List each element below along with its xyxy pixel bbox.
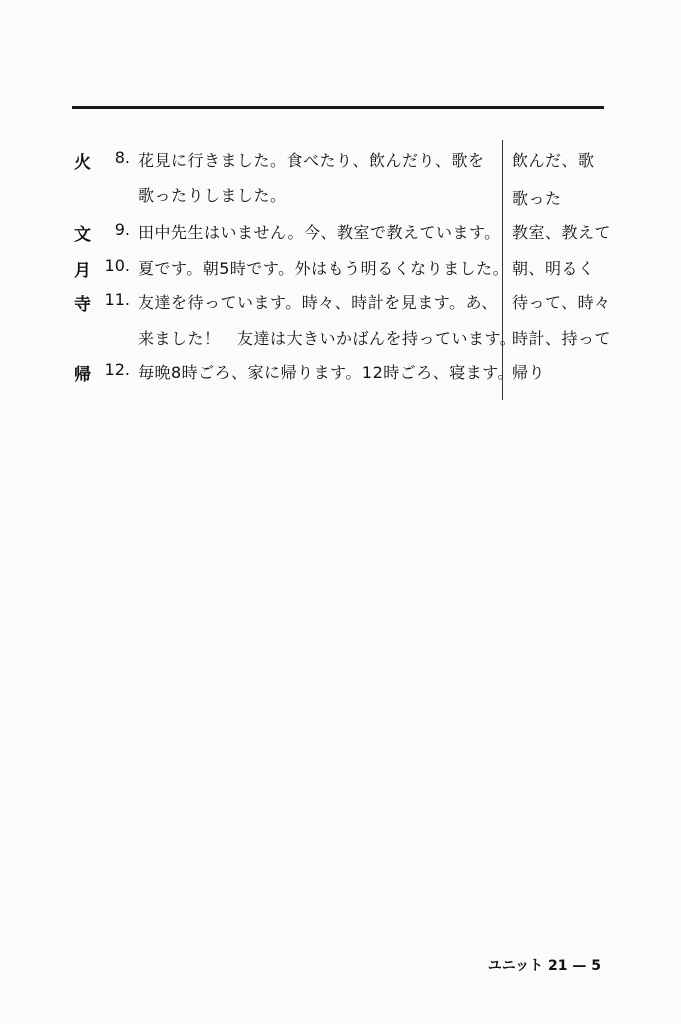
margin-kanji: 火	[74, 153, 91, 173]
sentence: 来ました！ 友達は大きいかばんを持っています。	[138, 329, 517, 348]
sentence: 夏です。朝5時です。外はもう明るくなりました。	[138, 259, 510, 278]
item-number: 8.	[114, 148, 130, 167]
sentence: 毎晩8時ごろ、家に帰ります。12時ごろ、寝ます。	[138, 363, 514, 382]
vocab-word: 朝、明るく	[512, 259, 595, 278]
item-number: 11.	[104, 290, 130, 309]
vocab-word: 待って、時々	[512, 293, 611, 312]
sentence: 田中先生はいません。今、教室で教えています。	[138, 223, 501, 242]
vocab-word: 時計、持って	[512, 329, 612, 348]
sentence: 花見に行きました。食べたり、飲んだり、歌を	[138, 151, 485, 170]
margin-kanji: 月	[74, 261, 91, 281]
sentence: 友達を待っています。時々、時計を見ます。あ、	[138, 293, 498, 312]
item-number: 10.	[104, 256, 130, 275]
item-number: 12.	[104, 360, 130, 379]
vocab-word: 教室、教えて	[512, 223, 612, 242]
vocab-word: 歌った	[512, 189, 562, 208]
page-footer: ユニット 21 — 5	[487, 958, 601, 974]
margin-kanji: 寺	[74, 295, 91, 315]
margin-kanji: 帰	[74, 365, 91, 385]
sentence: 歌ったりしました。	[138, 186, 287, 205]
margin-kanji: 文	[74, 225, 91, 245]
top-rule	[72, 106, 604, 109]
vocab-word: 飲んだ、歌	[512, 151, 595, 170]
vocab-word: 帰り	[512, 363, 546, 382]
item-number: 9.	[114, 220, 130, 239]
